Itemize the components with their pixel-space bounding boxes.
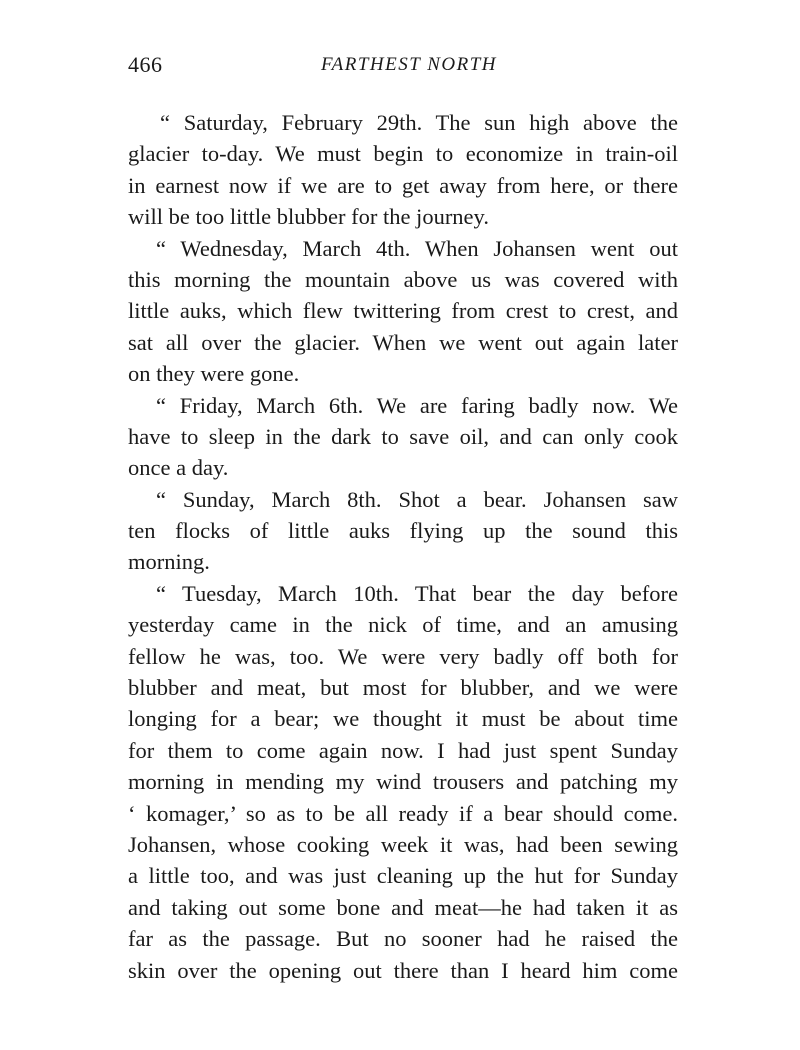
running-head bbox=[128, 52, 680, 82]
text-line: a little too, and was just cleaning up the hut for Sunday bbox=[128, 863, 678, 889]
text-line: morning. bbox=[128, 549, 210, 575]
text-line: for them to come again now. I had just spent Sunday bbox=[128, 737, 678, 763]
text-line: glacier to-day. We must begin to economize in train-oil bbox=[128, 141, 678, 167]
text-line: Johansen, whose cooking week it was, had been sewing bbox=[128, 831, 678, 857]
text-line: ten flocks of little auks flying up the sound this bbox=[128, 518, 678, 544]
text-line: on they were gone. bbox=[128, 361, 300, 387]
paragraph-tuesday-mar-10 bbox=[128, 578, 678, 986]
text-line: this morning the mountain above us was covered with bbox=[128, 266, 678, 292]
text-line: blubber and meat, but most for blubber, and we were bbox=[128, 675, 678, 701]
paragraph-saturday-feb-29 bbox=[128, 107, 678, 233]
text-line: longing for a bear; we thought it must be about time bbox=[128, 706, 678, 732]
text-line: “ Saturday, February 29th. The sun high above the bbox=[160, 110, 678, 135]
text-line: morning in mending my wind trousers and patching my bbox=[128, 769, 678, 795]
text-line: sat all over the glacier. When we went out again later bbox=[128, 329, 678, 355]
paragraph-wednesday-mar-4 bbox=[128, 233, 678, 390]
text-line: far as the passage. But no sooner had he raised the bbox=[128, 926, 678, 952]
text-line: “ Wednesday, March 4th. When Johansen went out bbox=[156, 235, 678, 261]
text-line: yesterday came in the nick of time, and an amusing bbox=[128, 612, 678, 638]
text-line: fellow he was, too. We were very badly off both for bbox=[128, 643, 678, 669]
text-line: “ Friday, March 6th. We are faring badly now. We bbox=[156, 392, 678, 418]
running-title: FARTHEST NORTH bbox=[320, 54, 498, 75]
body-text bbox=[128, 107, 678, 986]
text-line: have to sleep in the dark to save oil, and can only cook bbox=[128, 423, 678, 449]
text-line: and taking out some bone and meat—he had taken it as bbox=[128, 894, 678, 920]
text-line: will be too little blubber for the journey. bbox=[128, 204, 489, 230]
text-line: “ Sunday, March 8th. Shot a bear. Johansen saw bbox=[156, 486, 678, 512]
text-line: little auks, which flew twittering from crest to crest, and bbox=[128, 298, 678, 324]
paragraph-friday-mar-6 bbox=[128, 390, 678, 484]
page-number: 466 bbox=[128, 52, 163, 77]
text-line: “ Tuesday, March 10th. That bear the day before bbox=[156, 580, 678, 606]
text-line: skin over the opening out there than I heard him come bbox=[128, 957, 678, 983]
text-line: ‘ komager,’ so as to be all ready if a bear should come. bbox=[128, 800, 678, 826]
text-line: once a day. bbox=[128, 455, 229, 481]
text-line: in earnest now if we are to get away from here, or there bbox=[128, 172, 678, 198]
paragraph-sunday-mar-8 bbox=[128, 484, 678, 578]
